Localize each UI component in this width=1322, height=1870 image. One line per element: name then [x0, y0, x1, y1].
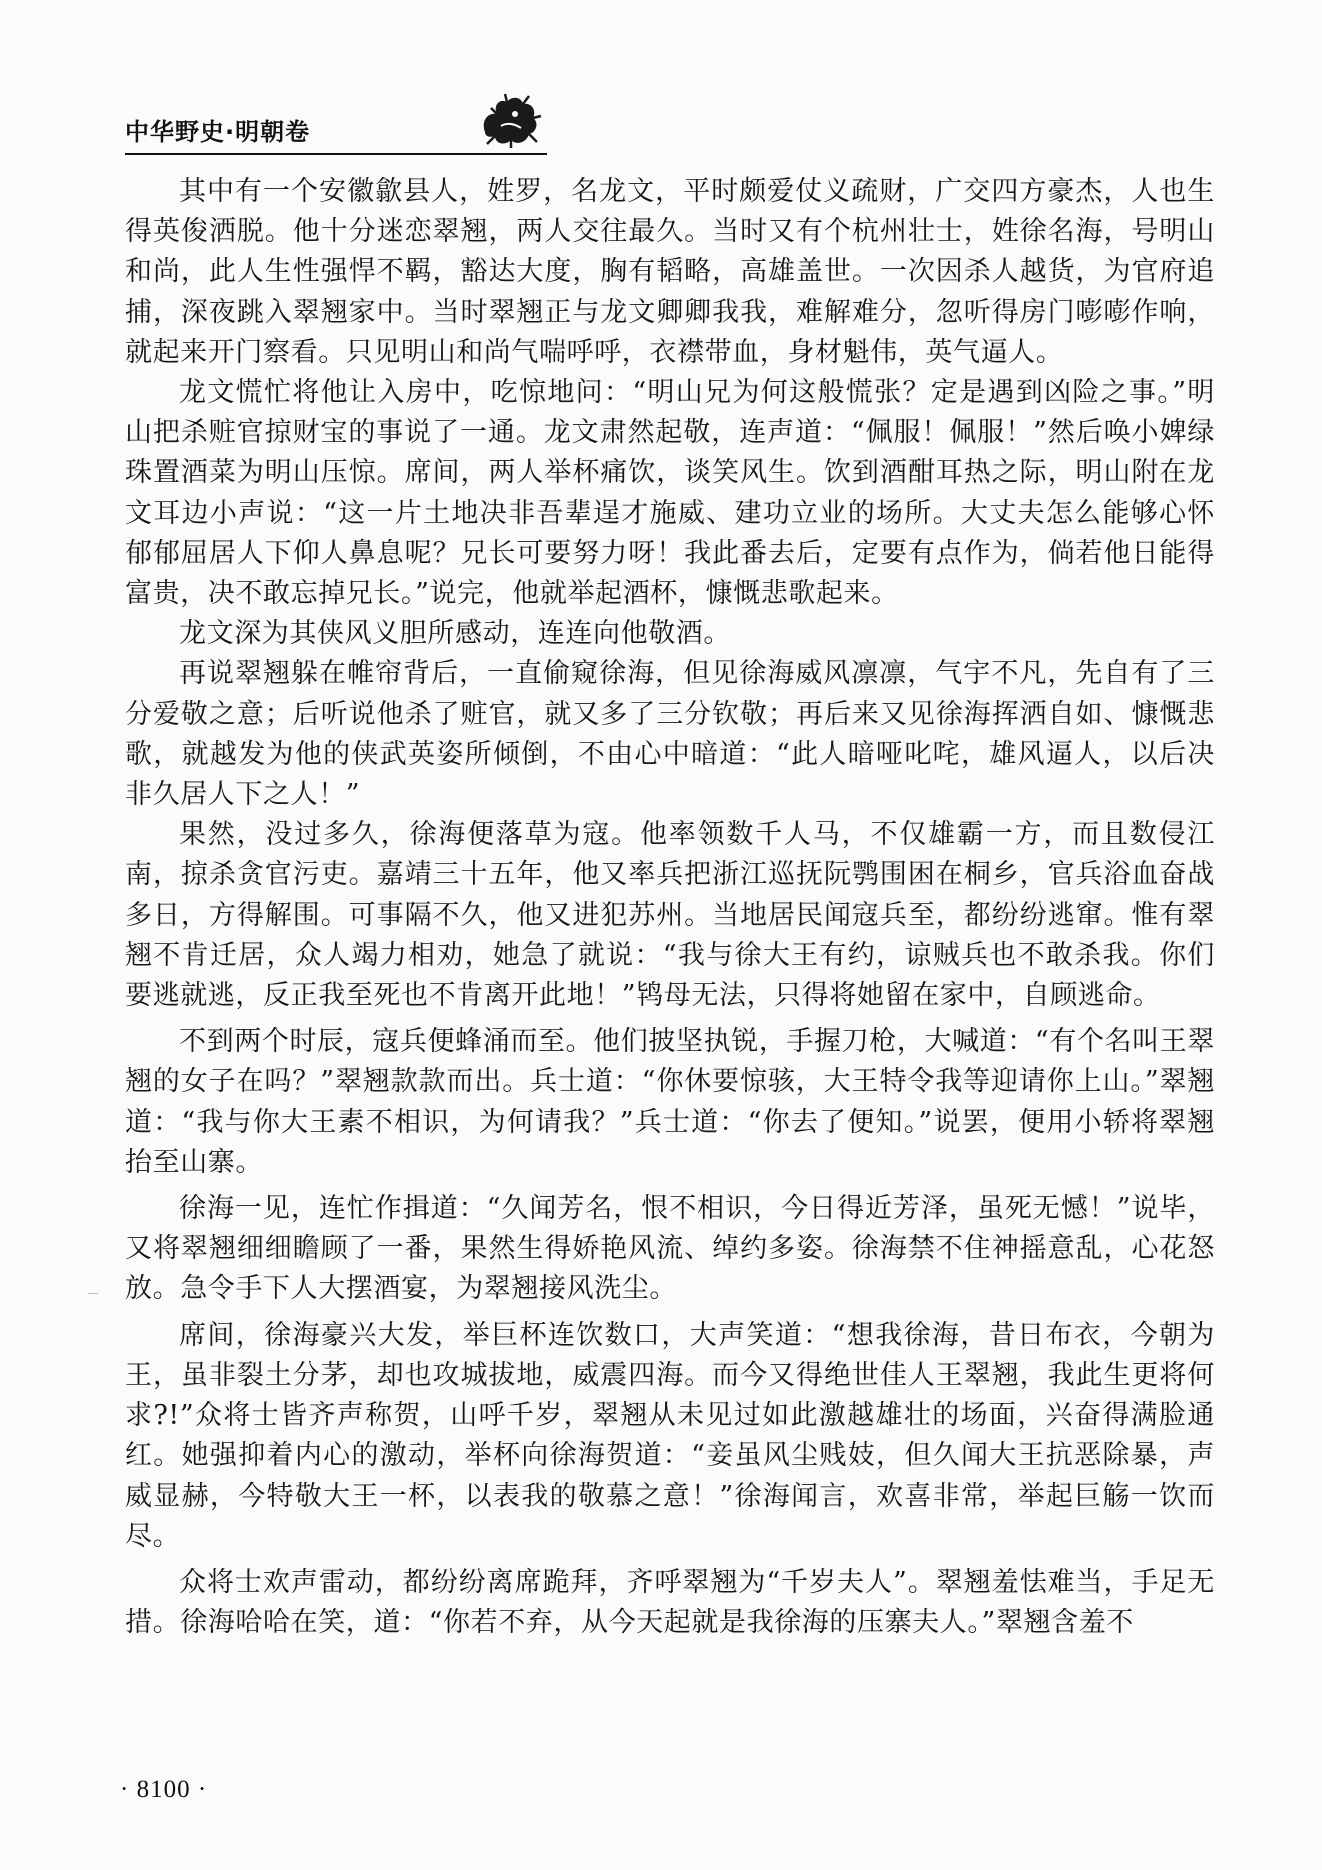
body-text [125, 172, 1215, 1643]
book-title: 中华野史·明朝卷 [125, 118, 311, 146]
paragraph: 龙文深为其侠风义胆所感动，连连向他敬酒。 [179, 618, 731, 650]
paragraph: 再说翠翘躲在帷帘背后，一直偷窥徐海，但见徐海威风凛凛，气宇不凡，先自有了三分爱敬之意；后听说他杀了赃官，就又多了三分钦敬；再后来又见徐海挥洒自如、慷慨悲歌，就越发为他的侠武英姿所倾倒，不由心中暗道：“此人暗哑叱咤，雄风逼人，以后决非久居人下之人！” [125, 658, 1215, 811]
paragraph: 其中有一个安徽歙县人，姓罗，名龙文，平时颇爱仗义疏财，广交四方豪杰，人也生得英俊洒脱。他十分迷恋翠翘，两人交往最久。当时又有个杭州壮士，姓徐名海，号明山和尚，此人生性强悍不羁，豁达大度，胸有韬略，高雄盖世。一次因杀人越货，为官府追捕，深夜跳入翠翘家中。当时翠翘正与龙文卿卿我我，难解难分，忽听得房门嘭嘭作响，就起来开门察看。只见明山和尚气喘呼呼，衣襟带血，身材魁伟，英气逼人。 [125, 176, 1215, 368]
page-number: · 8100 · [120, 1776, 208, 1803]
paragraph: 龙文慌忙将他让入房中，吃惊地问：“明山兄为何这般慌张？定是遇到凶险之事。”明山把杀赃官掠财宝的事说了一通。龙文肃然起敬，连声道：“佩服！佩服！”然后唤小婢绿珠置酒菜为明山压惊。席间，两人举杯痛饮，谈笑风生。饮到酒酣耳热之际，明山附在龙文耳边小声说：“这一片土地决非吾辈逞才施威、建功立业的场所。大丈夫怎么能够心怀郁郁屈居人下仰人鼻息呢？兄长可要努力呀！我此番去后，定要有点作为，倘若他日能得富贵，决不敢忘掉兄长。”说完，他就举起酒杯，慷慨悲歌起来。 [125, 377, 1215, 610]
running-head [125, 104, 545, 150]
paragraph: 席间，徐海豪兴大发，举巨杯连饮数口，大声笑道：“想我徐海，昔日布衣，今朝为王，虽非裂土分茅，却也攻城拔地，威震四海。而今又得绝世佳人王翠翘，我此生更将何求?!”众将士皆齐声称贺，山呼千岁，翠翘从未见过如此激越雄壮的场面，兴奋得满脸通红。她强抑着内心的激动，举杯向徐海贺道：“妾虽风尘贱妓，但久闻大王抗恶除暴，声威显赫，今特敬大王一杯，以表我的敬慕之意！”徐海闻言，欢喜非常，举起巨觞一饮而尽。 [125, 1319, 1215, 1552]
paragraph: 徐海一见，连忙作揖道：“久闻芳名，恨不相识，今日得近芳泽，虽死无憾！”说毕，又将翠翘细细瞻顾了一番，果然生得娇艳风流、绰约多姿。徐海禁不住神摇意乱，心花怒放。急令手下人大摆酒宴，为翠翘接风洗尘。 [125, 1193, 1215, 1305]
scan-mark [88, 1293, 98, 1294]
paragraph: 众将士欢声雷动，都纷纷离席跪拜，齐呼翠翘为“千岁夫人”。翠翘羞怯难当，手足无措。徐海哈哈在笑，道：“你若不弃，从今天起就是我徐海的压寨夫人。”翠翘含羞不 [125, 1566, 1215, 1639]
paragraph: 不到两个时辰，寇兵便蜂涌而至。他们披坚执锐，手握刀枪，大喊道：“有个名叫王翠翘的女子在吗？”翠翘款款而出。兵士道：“你休要惊骇，大王特令我等迎请你上山。”翠翘道：“我与你大王素不相识，为何请我？”兵士道：“你去了便知。”说罢，便用小轿将翠翘抬至山寨。 [125, 1026, 1215, 1178]
header-rule [125, 153, 547, 155]
dragon-icon [477, 92, 543, 150]
paragraph: 果然，没过多久，徐海便落草为寇。他率领数千人马，不仅雄霸一方，而且数侵江南，掠杀贪官污吏。嘉靖三十五年，他又率兵把浙江巡抚阮鹗围困在桐乡，官兵浴血奋战多日，方得解围。可事隔不久，他又进犯苏州。当地居民闻寇兵至，都纷纷逃窜。惟有翠翘不肯迁居，众人竭力相劝，她急了就说：“我与徐大王有约，谅贼兵也不敢杀我。你们要逃就逃，反正我至死也不肯离开此地！”鸨母无法，只得将她留在家中，自顾逃命。 [125, 819, 1215, 1012]
